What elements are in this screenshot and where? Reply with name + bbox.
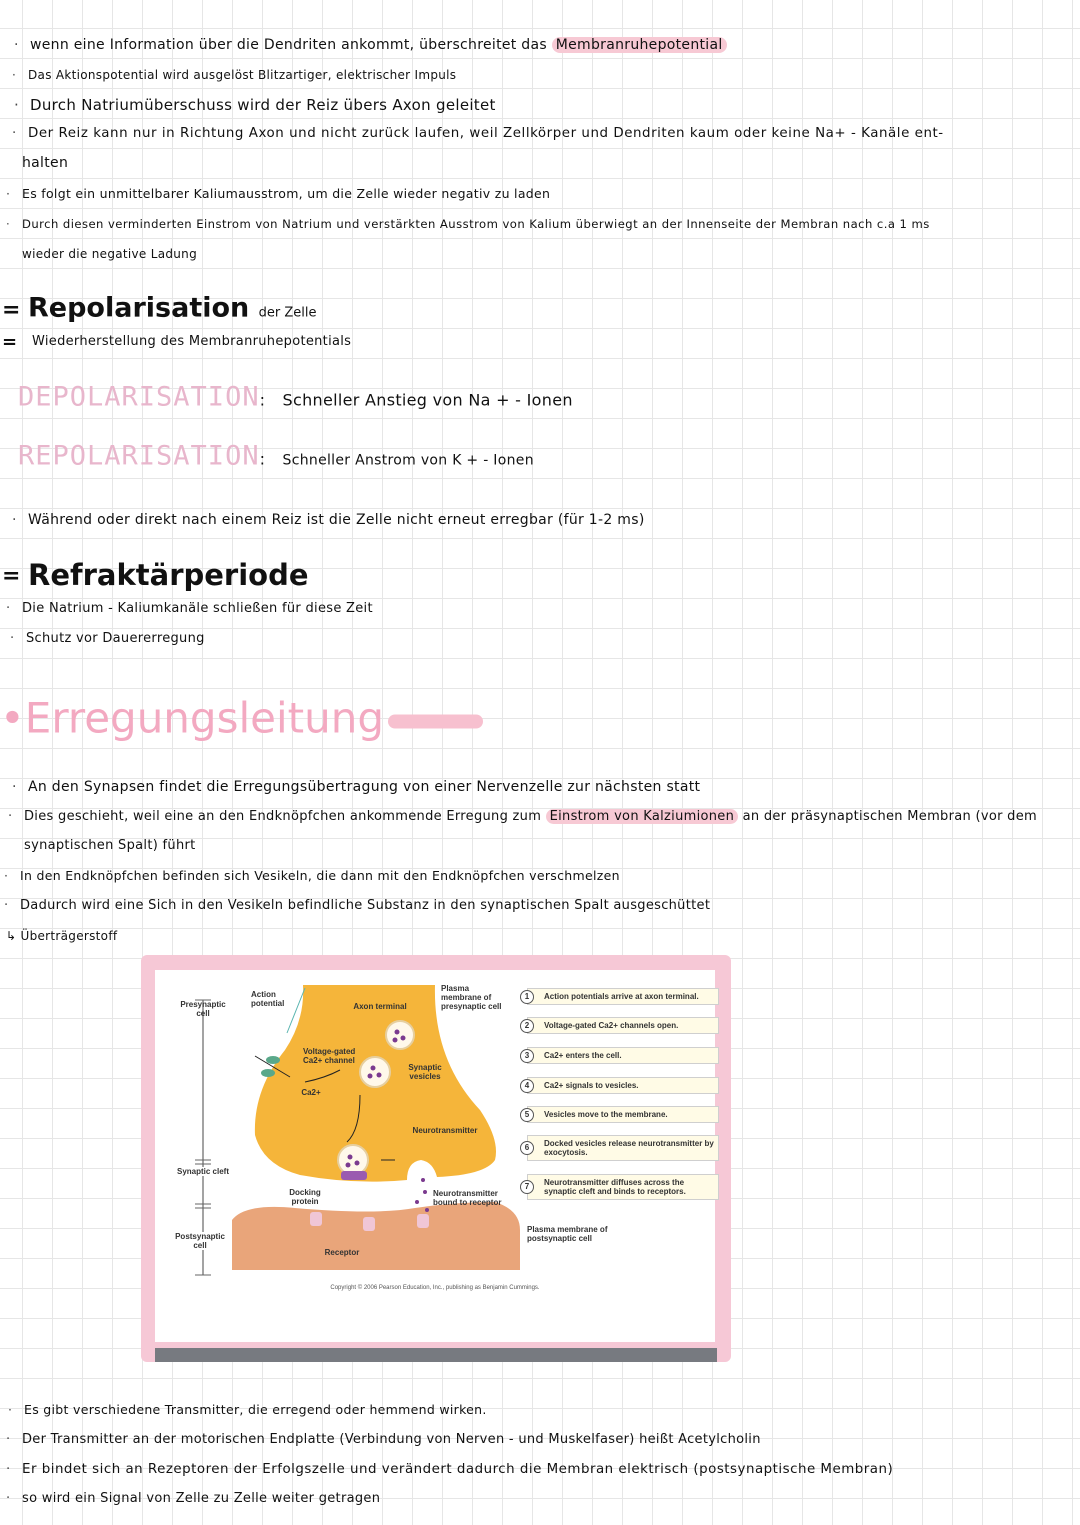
note-line: · Die Natrium - Kaliumkanäle schließen für diese Zeit: [22, 599, 373, 619]
note-line: · Dies geschieht, weil eine an den Endknöpfchen ankommende Erregung zum Einstrom von Kalziumionen an der präsynaptischen Membran (vor dem: [24, 807, 1037, 827]
label-vg-channel: Voltage-gated Ca2+ channel: [303, 1047, 356, 1065]
step-5: 5 Vesicles move to the membrane.: [527, 1106, 719, 1123]
synapse-diagram: [141, 955, 731, 1362]
highlight: Einstrom von Kalziumionen: [546, 809, 739, 824]
step-1: 1 Action potentials arrive at axon terminal.: [527, 988, 719, 1005]
label-action-potential: Action potential: [251, 990, 285, 1008]
note-line: · Er bindet sich an Rezeptoren der Erfolgszelle und verändert dadurch die Membran elektrisch (postsynaptische Membran): [22, 1460, 893, 1480]
label-plasma-pre: Plasma membrane of presynaptic cell: [441, 984, 502, 1011]
note-line: · wenn eine Information über die Dendriten ankommt, überschreitet das Membranruhepotential: [30, 35, 727, 55]
note-line: · so wird ein Signal von Zelle zu Zelle weiter getragen: [22, 1489, 380, 1509]
note-line: · An den Synapsen findet die Erregungsübertragung von einer Nervenzelle zur nächsten statt: [28, 777, 700, 797]
heading-repolarisation: Repolarisation der Zelle: [28, 292, 317, 324]
label-ca: Ca2+: [301, 1088, 321, 1097]
label-docking: Docking protein: [289, 1188, 321, 1206]
label-plasma-post: Plasma membrane of postsynaptic cell: [527, 1225, 608, 1243]
note-line: · Der Reiz kann nur in Richtung Axon und nicht zurück laufen, weil Zellkörper und Dendriten kaum oder keine Na+ - Kanäle ent-: [28, 124, 944, 144]
equals-sign: =: [2, 563, 21, 589]
equals-sign: =: [2, 297, 21, 323]
definition-repolarisation: REPOLARISATION: Schneller Anstrom von K + - Ionen: [18, 440, 534, 472]
note-line: · Durch Natriumüberschuss wird der Reiz übers Axon geleitet: [30, 95, 496, 115]
note-line: Wiederherstellung des Membranruhepotentials: [32, 334, 352, 349]
note-line: · Schutz vor Dauererregung: [26, 629, 205, 649]
heading-refraktaerperiode: Refraktärperiode: [28, 558, 309, 592]
label-receptor: Receptor: [324, 1248, 360, 1257]
definition-depolarisation: DEPOLARISATION: Schneller Anstieg von Na + - Ionen: [18, 381, 573, 413]
label-presynaptic: Presynaptic cell: [180, 1000, 226, 1018]
step-4: 4 Ca2+ signals to vesicles.: [527, 1077, 719, 1094]
equals-sign: =: [2, 331, 18, 353]
note-line: · Während oder direkt nach einem Reiz ist die Zelle nicht erneut erregbar (für 1-2 ms): [28, 510, 645, 530]
label-synaptic-cleft: Synaptic cleft: [176, 1167, 229, 1176]
label-nt-bound: Neurotransmitter bound to receptor: [433, 1189, 502, 1207]
label-neurotransmitter: Neurotransmitter: [412, 1126, 478, 1135]
note-line: synaptischen Spalt) führt: [24, 838, 196, 853]
label-postsynaptic: Postsynaptic cell: [169, 1232, 231, 1250]
note-line: · Dadurch wird eine Sich in den Vesikeln befindliche Substanz in den synaptischen Spalt ausgeschüttet: [20, 896, 710, 916]
decorative-bar: [388, 714, 483, 728]
step-2: 2 Voltage-gated Ca2+ channels open.: [527, 1017, 719, 1034]
note-line: · In den Endknöpfchen befinden sich Vesikeln, die dann mit den Endknöpfchen verschmelzen: [20, 866, 620, 886]
label-axon-terminal: Axon terminal: [353, 1002, 407, 1011]
step-3: 3 Ca2+ enters the cell.: [527, 1047, 719, 1064]
note-line: halten: [22, 155, 69, 171]
section-title: •Erregungsleitung: [0, 694, 483, 743]
note-line: · Der Transmitter an der motorischen Endplatte (Verbindung von Nerven - und Muskelfaser) heißt Acetylcholin: [22, 1430, 761, 1450]
note-line: · Durch diesen verminderten Einstrom von Natrium und verstärkten Ausstrom von Kalium überwiegt an der Innenseite der Membran nach c.a 1 ms: [22, 214, 930, 234]
copyright: Copyright © 2006 Pearson Education, Inc., publishing as Benjamin Cummings.: [330, 1285, 540, 1291]
note-line: ↳ Überträgerstoff: [6, 929, 118, 943]
label-synaptic-vesicles: Synaptic vesicles: [408, 1063, 442, 1081]
note-line: · Es folgt ein unmittelbarer Kaliumausstrom, um die Zelle wieder negativ zu laden: [22, 184, 550, 204]
note-line: · Es gibt verschiedene Transmitter, die erregend oder hemmend wirken.: [24, 1400, 487, 1420]
step-7: 7 Neurotransmitter diffuses across the synaptic cleft and binds to receptors.: [527, 1174, 719, 1200]
highlight: Membranruhepotential: [552, 37, 727, 53]
note-line: · Das Aktionspotential wird ausgelöst Blitzartiger, elektrischer Impuls: [28, 65, 456, 85]
note-line: wieder die negative Ladung: [22, 247, 198, 261]
image-bottom-bar: [155, 1348, 717, 1362]
step-6: 6 Docked vesicles release neurotransmitter by exocytosis.: [527, 1135, 719, 1161]
